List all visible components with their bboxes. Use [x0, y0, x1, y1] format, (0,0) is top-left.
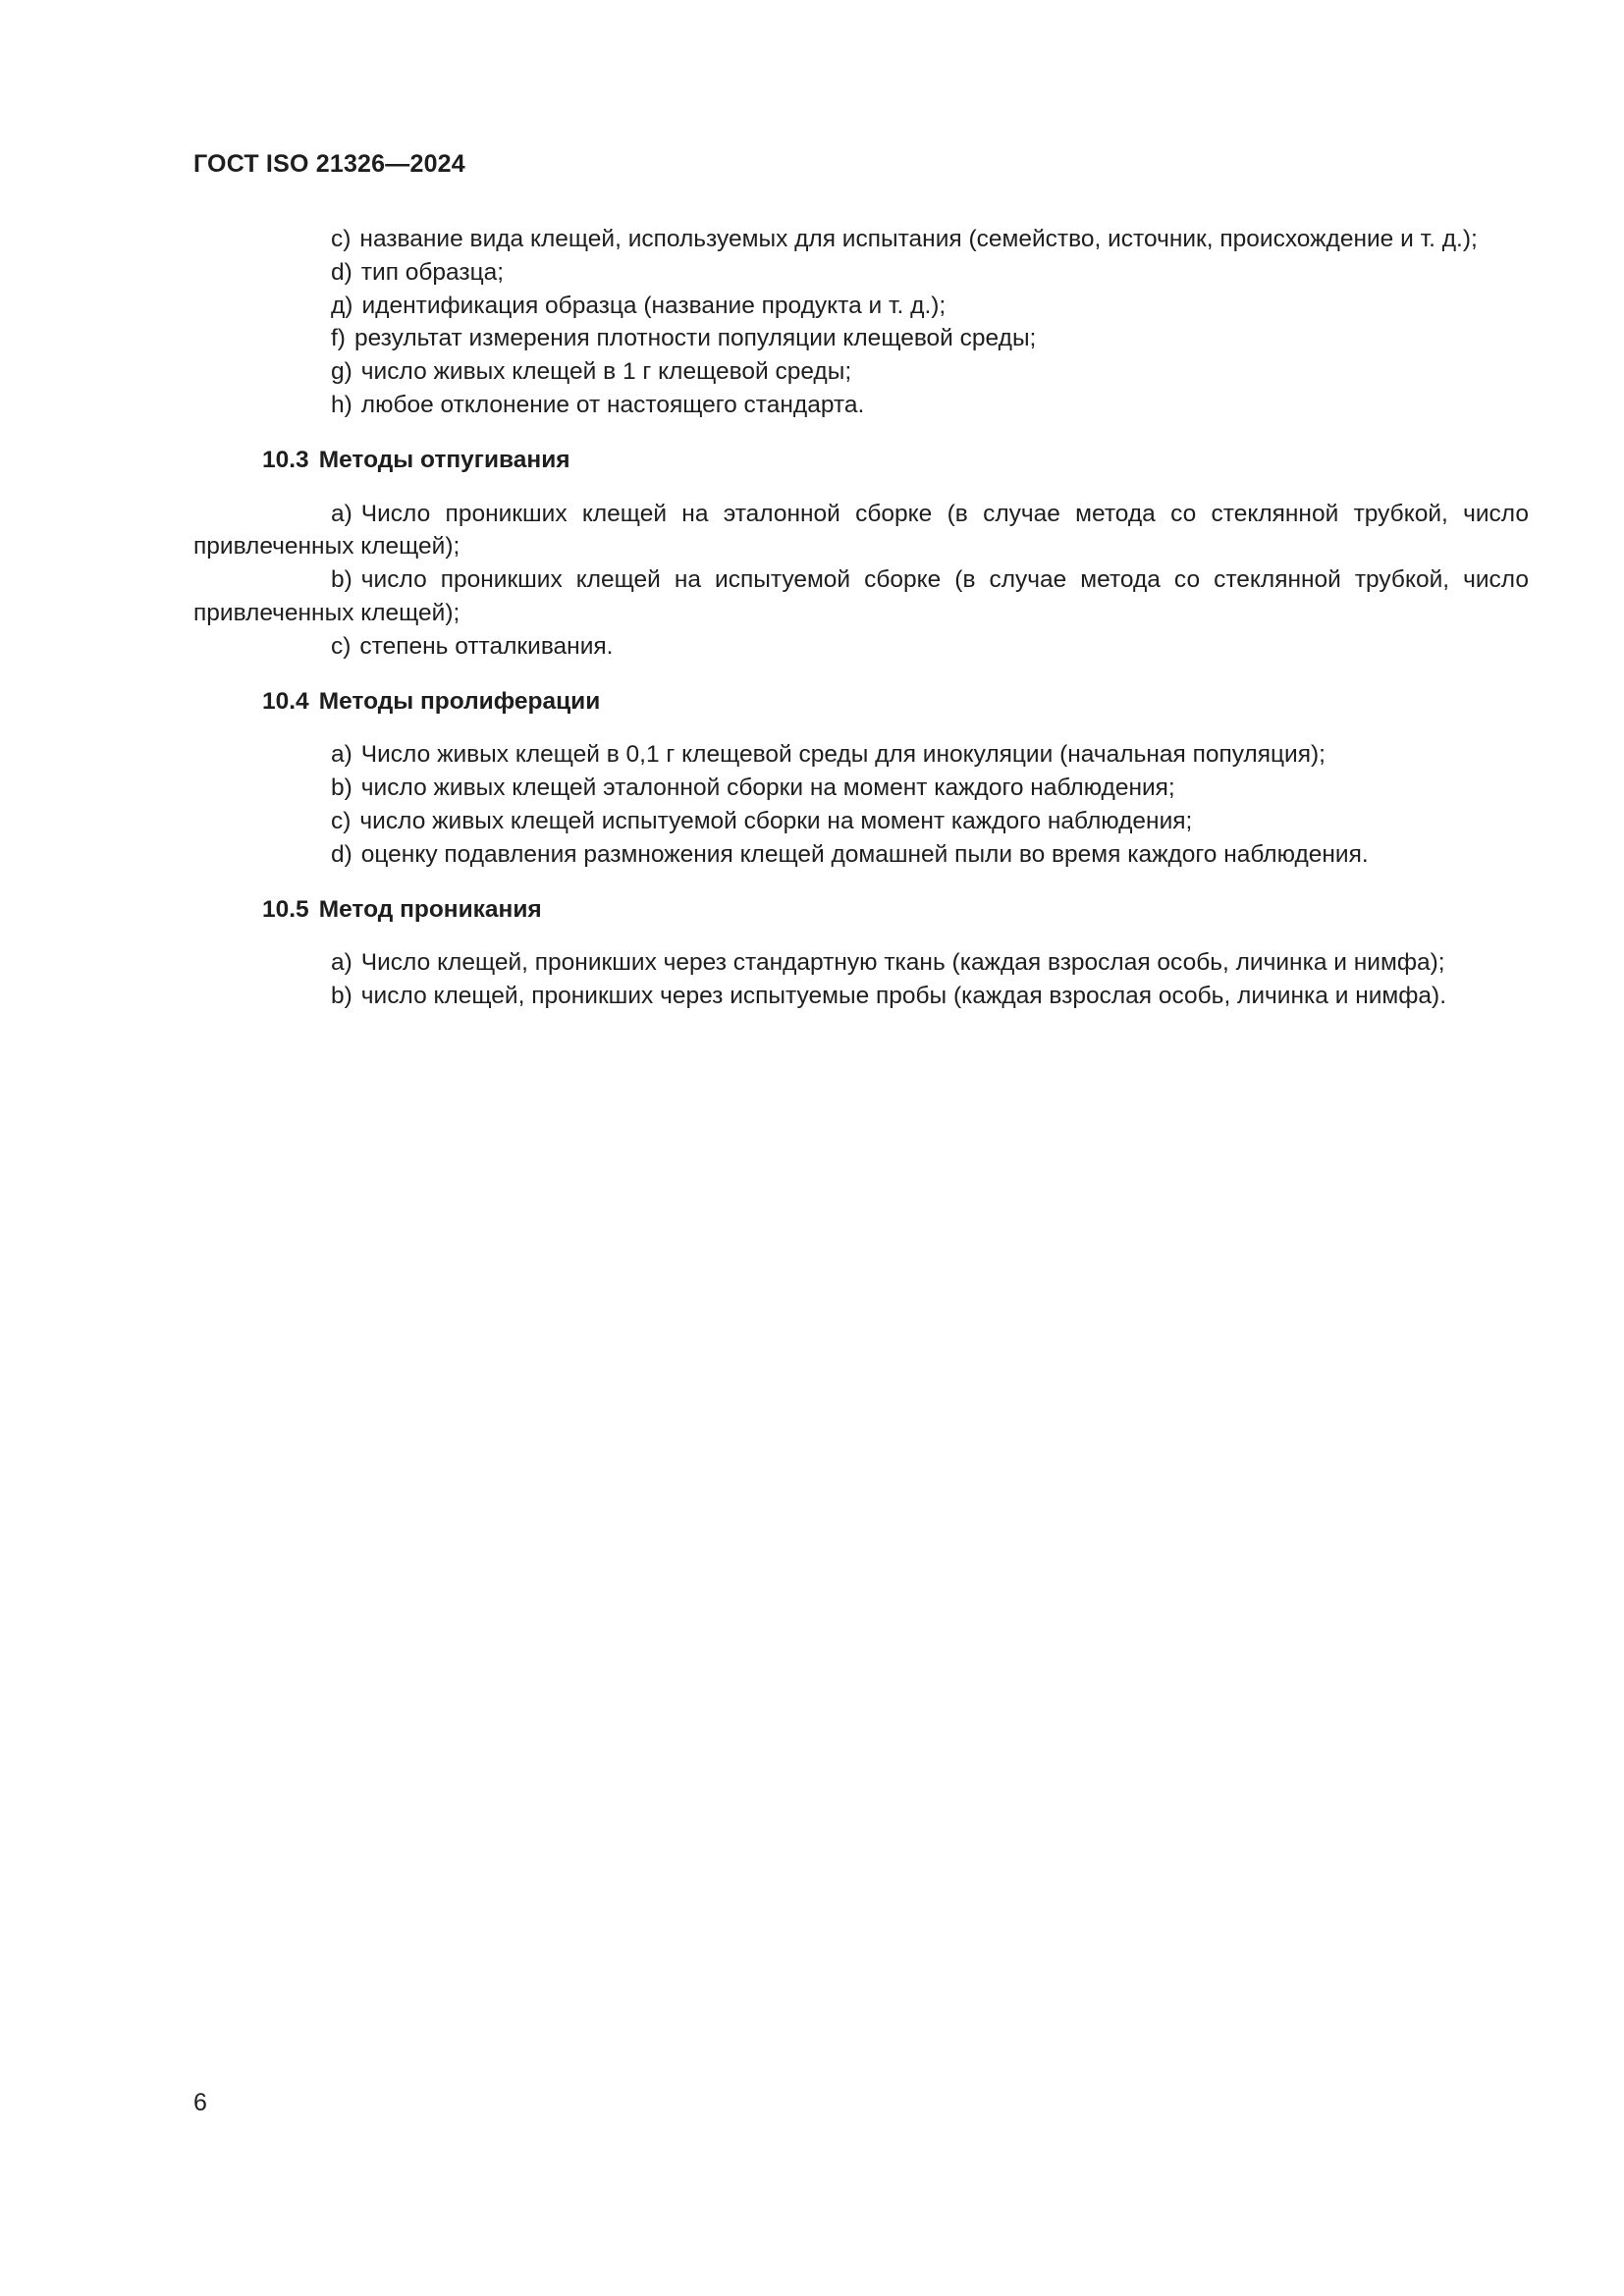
section-title: Методы отпугивания [318, 446, 570, 473]
list-item-text: результат измерения плотности популяции клещевой среды; [353, 325, 1037, 352]
list-item [193, 630, 1529, 664]
section-number: 10.5 [262, 895, 309, 923]
list-item-marker: c) [331, 632, 352, 660]
list-item [193, 772, 1529, 805]
list-section-10-3 [193, 498, 1529, 664]
list-item-marker: b) [331, 774, 352, 802]
list-item [193, 290, 1529, 323]
list-item-text: число живых клещей испытуемой сборки на момент каждого наблюдения; [359, 807, 1193, 834]
list-item-text: Число проникших клещей на эталонной сборке (в случае метода со стеклянной трубкой, число привлеченных клещей); [193, 500, 1529, 561]
document-header: ГОСТ ISO 21326—2024 [193, 150, 465, 178]
list-item-marker: a) [331, 500, 352, 527]
list-item-marker: f) [331, 325, 346, 352]
list-item [193, 738, 1529, 772]
list-item [193, 322, 1529, 355]
list-item-marker: a) [331, 741, 352, 769]
list-item-text: число живых клещей в 1 г клещевой среды; [360, 358, 852, 386]
section-number: 10.3 [262, 446, 309, 473]
list-item-text: число проникших клещей на испытуемой сборке (в случае метода со стеклянной трубкой, число привлеченных клещей); [193, 566, 1529, 626]
list-item [193, 563, 1529, 630]
list-item-text: тип образца; [360, 258, 505, 286]
list-item-marker: b) [331, 566, 352, 594]
list-item-text: оценку подавления размножения клещей домашней пыли во время каждого наблюдения. [360, 840, 1369, 868]
section-heading-10-3 [262, 444, 1529, 477]
list-item-text: степень отталкивания. [359, 632, 614, 660]
section-number: 10.4 [262, 687, 309, 715]
list-item [193, 256, 1529, 290]
list-item-text: название вида клещей, используемых для испытания (семейство, источник, происхождение и т. д.); [359, 226, 1478, 252]
section-title: Метод проникания [318, 895, 542, 923]
list-item-text: идентификация образца (название продукта и т. д.); [361, 292, 947, 319]
list-item-marker: h) [331, 391, 352, 418]
list-item-text: число живых клещей эталонной сборки на момент каждого наблюдения; [360, 774, 1175, 802]
list-item [193, 980, 1529, 1013]
list-section-10-5 [193, 946, 1529, 1013]
list-item [193, 355, 1529, 389]
list-item-text: число клещей, проникших через испытуемые пробы (каждая взрослая особь, личинка и нимфа). [360, 983, 1447, 1010]
list-item-text: Число живых клещей в 0,1 г клещевой среды для инокуляции (начальная популяция); [360, 741, 1326, 769]
list-item [193, 838, 1529, 872]
list-item-text: Число клещей, проникших через стандартную ткань (каждая взрослая особь, личинка и нимфа); [360, 949, 1445, 977]
list-item-marker: d) [331, 258, 352, 286]
section-heading-10-5 [262, 893, 1529, 927]
list-item [193, 805, 1529, 838]
list-item-marker: b) [331, 983, 352, 1010]
list-item [193, 498, 1529, 564]
section-title: Методы пролиферации [318, 687, 601, 715]
list-item-marker: a) [331, 949, 352, 977]
page-number: 6 [193, 2089, 207, 2116]
list-item [193, 223, 1529, 256]
list-item [193, 389, 1529, 422]
document-body [193, 223, 1529, 1013]
list-item-text: любое отклонение от настоящего стандарта. [360, 391, 865, 418]
list-item-marker: c) [331, 807, 352, 834]
list-continued [193, 223, 1529, 422]
section-heading-10-4 [262, 685, 1529, 719]
list-section-10-4 [193, 738, 1529, 871]
list-item-marker: д) [331, 292, 353, 319]
list-item-marker: d) [331, 840, 352, 868]
list-item-marker: g) [331, 358, 352, 386]
list-item-marker: c) [331, 226, 352, 252]
list-item [193, 946, 1529, 980]
